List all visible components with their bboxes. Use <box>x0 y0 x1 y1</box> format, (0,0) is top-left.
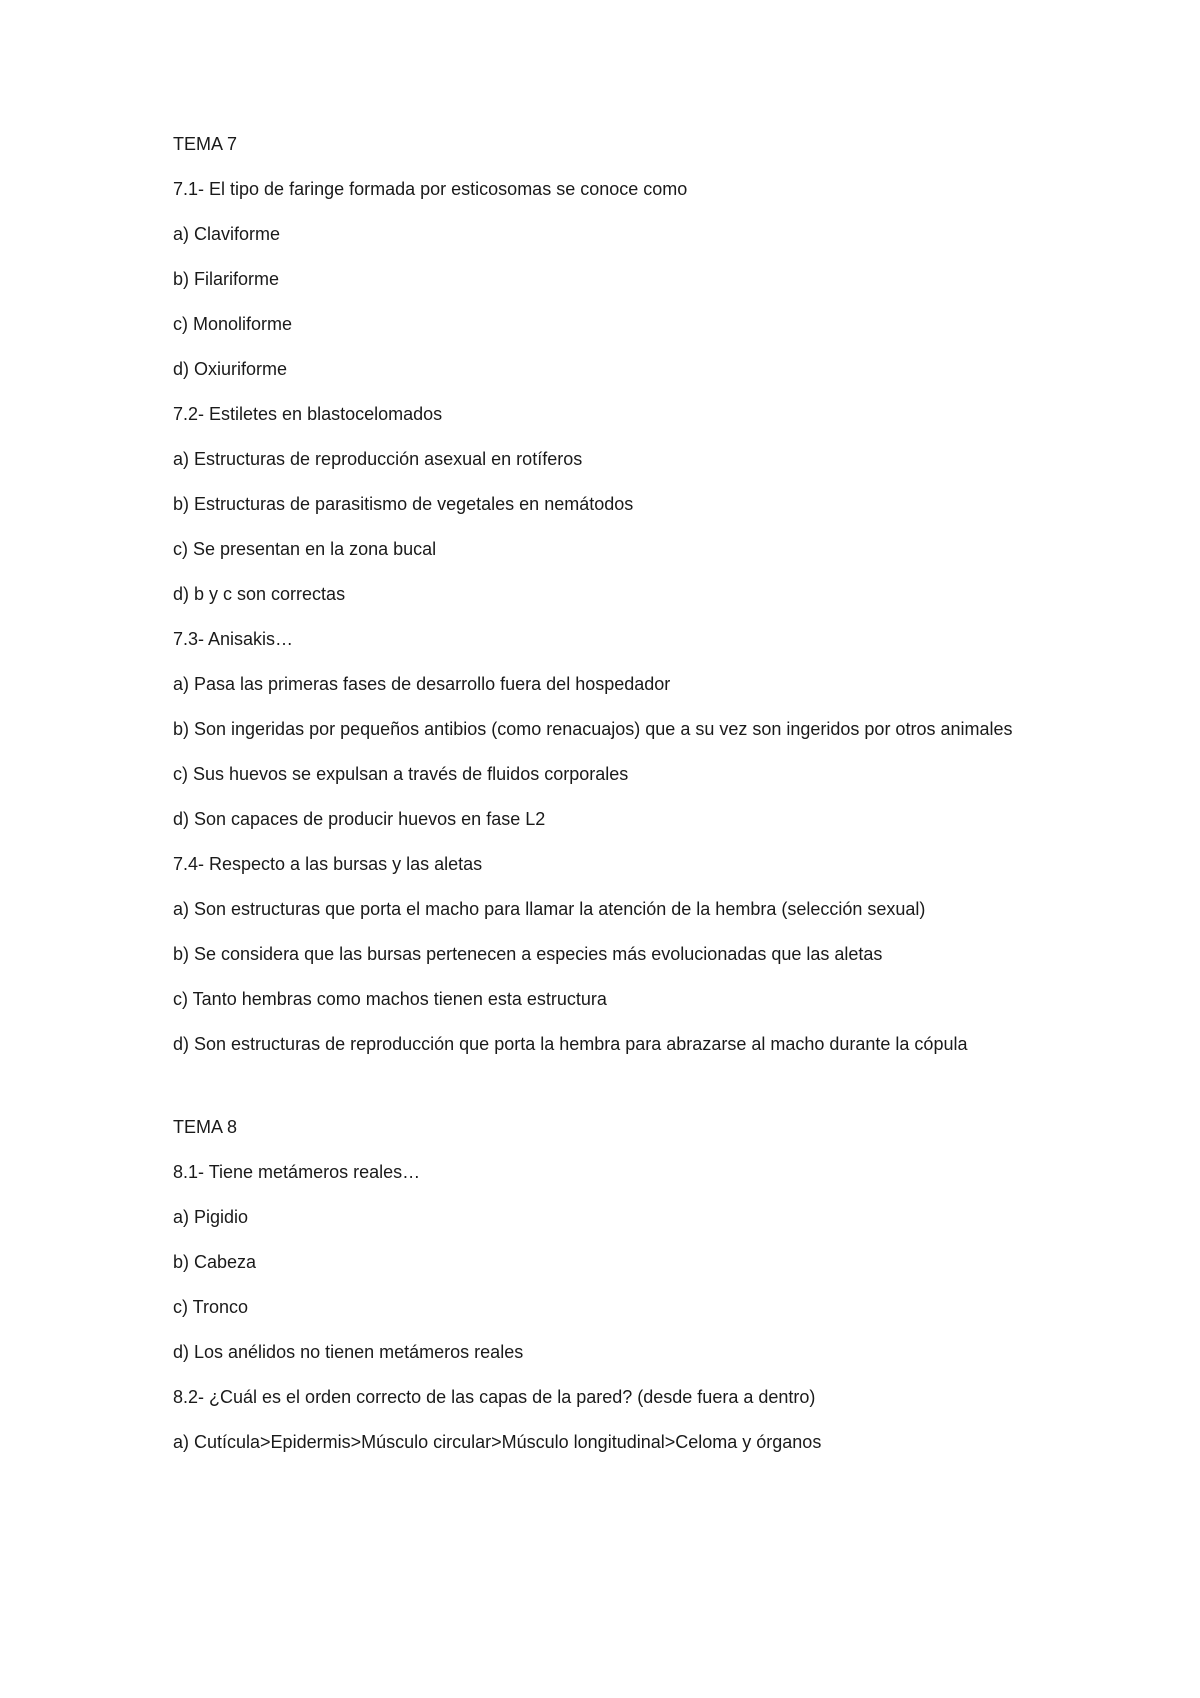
question-text: 8.1- Tiene metámeros reales… <box>173 1162 421 1182</box>
answer-option: c) Tanto hembras como machos tienen esta estructura <box>173 989 607 1009</box>
answer-option: c) Sus huevos se expulsan a través de fluidos corporales <box>173 764 629 784</box>
section-spacer <box>173 1075 1053 1113</box>
answer-option: b) Filariforme <box>173 269 280 289</box>
answer-option: a) Pigidio <box>173 1207 249 1227</box>
answer-option: b) Cabeza <box>173 1252 257 1272</box>
answer-option: d) Los anélidos no tienen metámeros reales <box>173 1342 524 1362</box>
answer-option: d) Son capaces de producir huevos en fase L2 <box>173 809 546 829</box>
question-text: 7.4- Respecto a las bursas y las aletas <box>173 854 483 874</box>
answer-option: b) Son ingeridas por pequeños antibios (como renacuajos) que a su vez son ingeridos por otros animales <box>173 719 1013 739</box>
answer-option: c) Tronco <box>173 1297 249 1317</box>
answer-option: a) Pasa las primeras fases de desarrollo fuera del hospedador <box>173 674 671 694</box>
answer-option: d) Oxiuriforme <box>173 359 288 379</box>
section-title: TEMA 8 <box>173 1117 238 1137</box>
answer-option: b) Se considera que las bursas pertenecen a especies más evolucionadas que las aletas <box>173 944 883 964</box>
answer-option: c) Se presentan en la zona bucal <box>173 539 437 559</box>
answer-option: b) Estructuras de parasitismo de vegetales en nemátodos <box>173 494 634 514</box>
answer-option: c) Monoliforme <box>173 314 293 334</box>
document-page <box>173 130 1053 1473</box>
question-text: 7.1- El tipo de faringe formada por esticosomas se conoce como <box>173 179 688 199</box>
answer-option: a) Estructuras de reproducción asexual en rotíferos <box>173 449 583 469</box>
answer-option: d) b y c son correctas <box>173 584 346 604</box>
question-text: 7.3- Anisakis… <box>173 629 294 649</box>
question-text: 7.2- Estiletes en blastocelomados <box>173 404 443 424</box>
answer-option: a) Claviforme <box>173 224 281 244</box>
answer-option: a) Son estructuras que porta el macho para llamar la atención de la hembra (selección sexual) <box>173 899 926 919</box>
question-text: 8.2- ¿Cuál es el orden correcto de las capas de la pared? (desde fuera a dentro) <box>173 1387 816 1407</box>
section-title: TEMA 7 <box>173 134 238 154</box>
answer-option: a) Cutícula>Epidermis>Músculo circular>Músculo longitudinal>Celoma y órganos <box>173 1432 822 1452</box>
answer-option: d) Son estructuras de reproducción que porta la hembra para abrazarse al macho durante la cópula <box>173 1034 968 1054</box>
